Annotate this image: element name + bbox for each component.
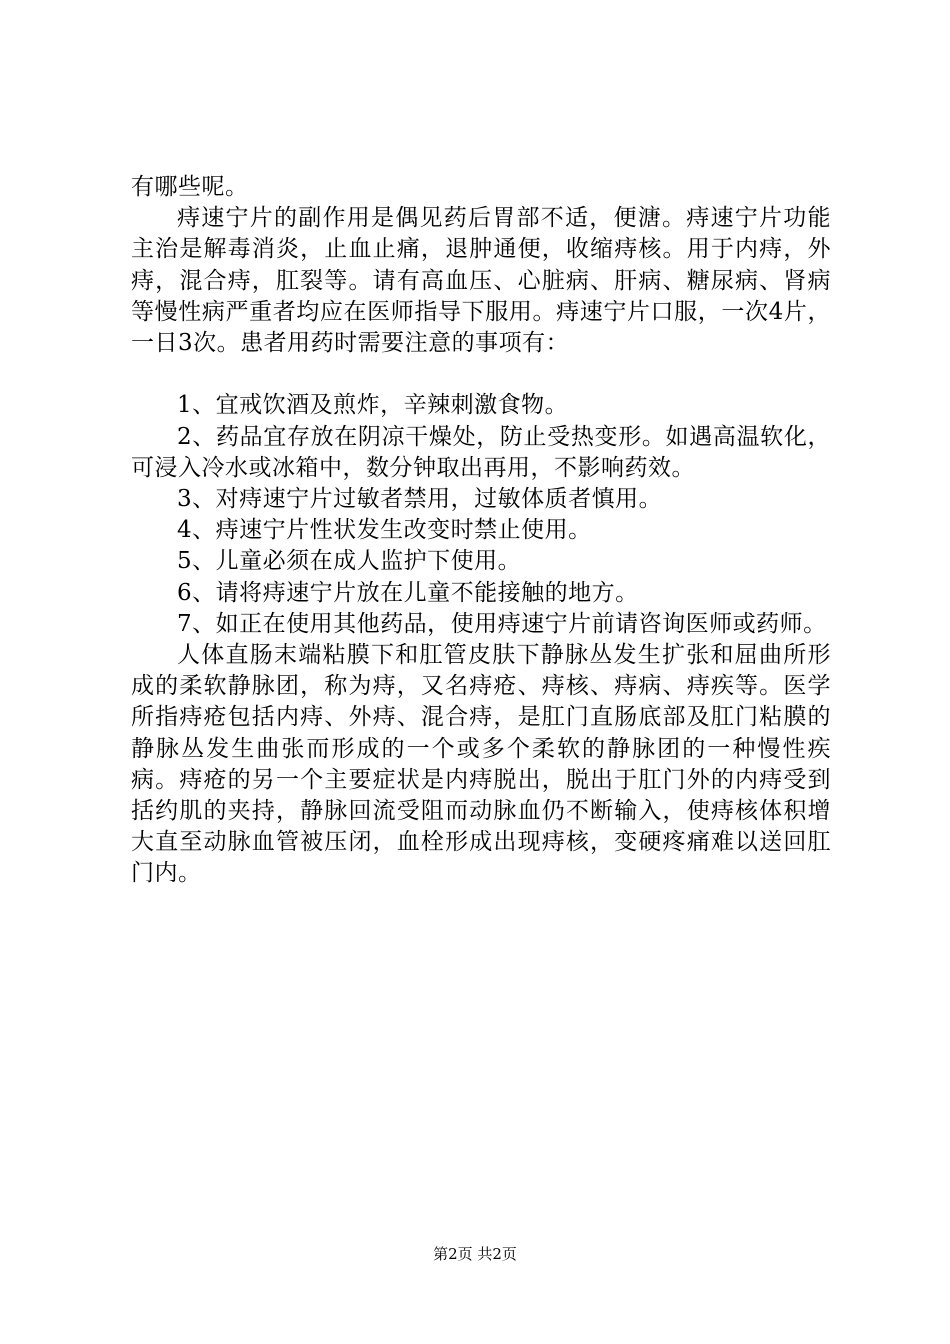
document-body: [131, 172, 831, 890]
list-item-5: 5、儿童必须在成人监护下使用。: [177, 548, 522, 575]
paragraph-continuation: 有哪些呢。: [131, 174, 249, 200]
list-item-7: 7、如正在使用其他药品，使用痔速宁片前请咨询医师或药师。: [177, 610, 827, 637]
list-item-4: 4、痔速宁片性状发生改变时禁止使用。: [177, 517, 592, 544]
page-number-footer: 第2页 共2页: [433, 1245, 517, 1263]
list-item-1: 1、宜戒饮酒及煎炸，辛辣刺激食物。: [177, 392, 569, 419]
paragraph-hemorrhoid-definition: 人体直肠末端粘膜下和肛管皮肤下静脉丛发生扩张和屈曲所形成的柔软静脉团，称为痔，又名痔疮、痔核、痔病、痔疾等。医学所指痔疮包括内痔、外痔、混合痔，是肛门直肠底部及肛门粘膜的静脉丛发生曲张而形成的一个或多个柔软的静脉团的一种慢性疾病。痔疮的另一个主要症状是内痔脱出，脱出于肛门外的内痔受到括约肌的夹持，静脉回流受阻而动脉血仍不断输入，使痔核体积增大直至动脉血管被压闭，血栓形成出现痔核，变硬疼痛难以送回肛门内。: [131, 642, 831, 887]
list-item-2: 2、药品宜存放在阴凉干燥处，防止受热变形。如遇高温软化，可浸入冷水或冰箱中，数分钟取出再用，不影响药效。: [131, 423, 831, 481]
list-item-6: 6、请将痔速宁片放在儿童不能接触的地方。: [177, 579, 639, 606]
list-item-3: 3、对痔速宁片过敏者禁用，过敏体质者慎用。: [177, 486, 663, 513]
blank-line: [131, 359, 831, 390]
paragraph-side-effects: 痔速宁片的副作用是偶见药后胃部不适，便溏。痔速宁片功能主治是解毒消炎，止血止痛，退肿通便，收缩痔核。用于内痔，外痔，混合痔，肛裂等。请有高血压、心脏病、肝病、糖尿病、肾病等慢性病严重者均应在医师指导下服用。痔速宁片口服，一次4片，一日3次。患者用药时需要注意的事项有：: [131, 205, 831, 357]
